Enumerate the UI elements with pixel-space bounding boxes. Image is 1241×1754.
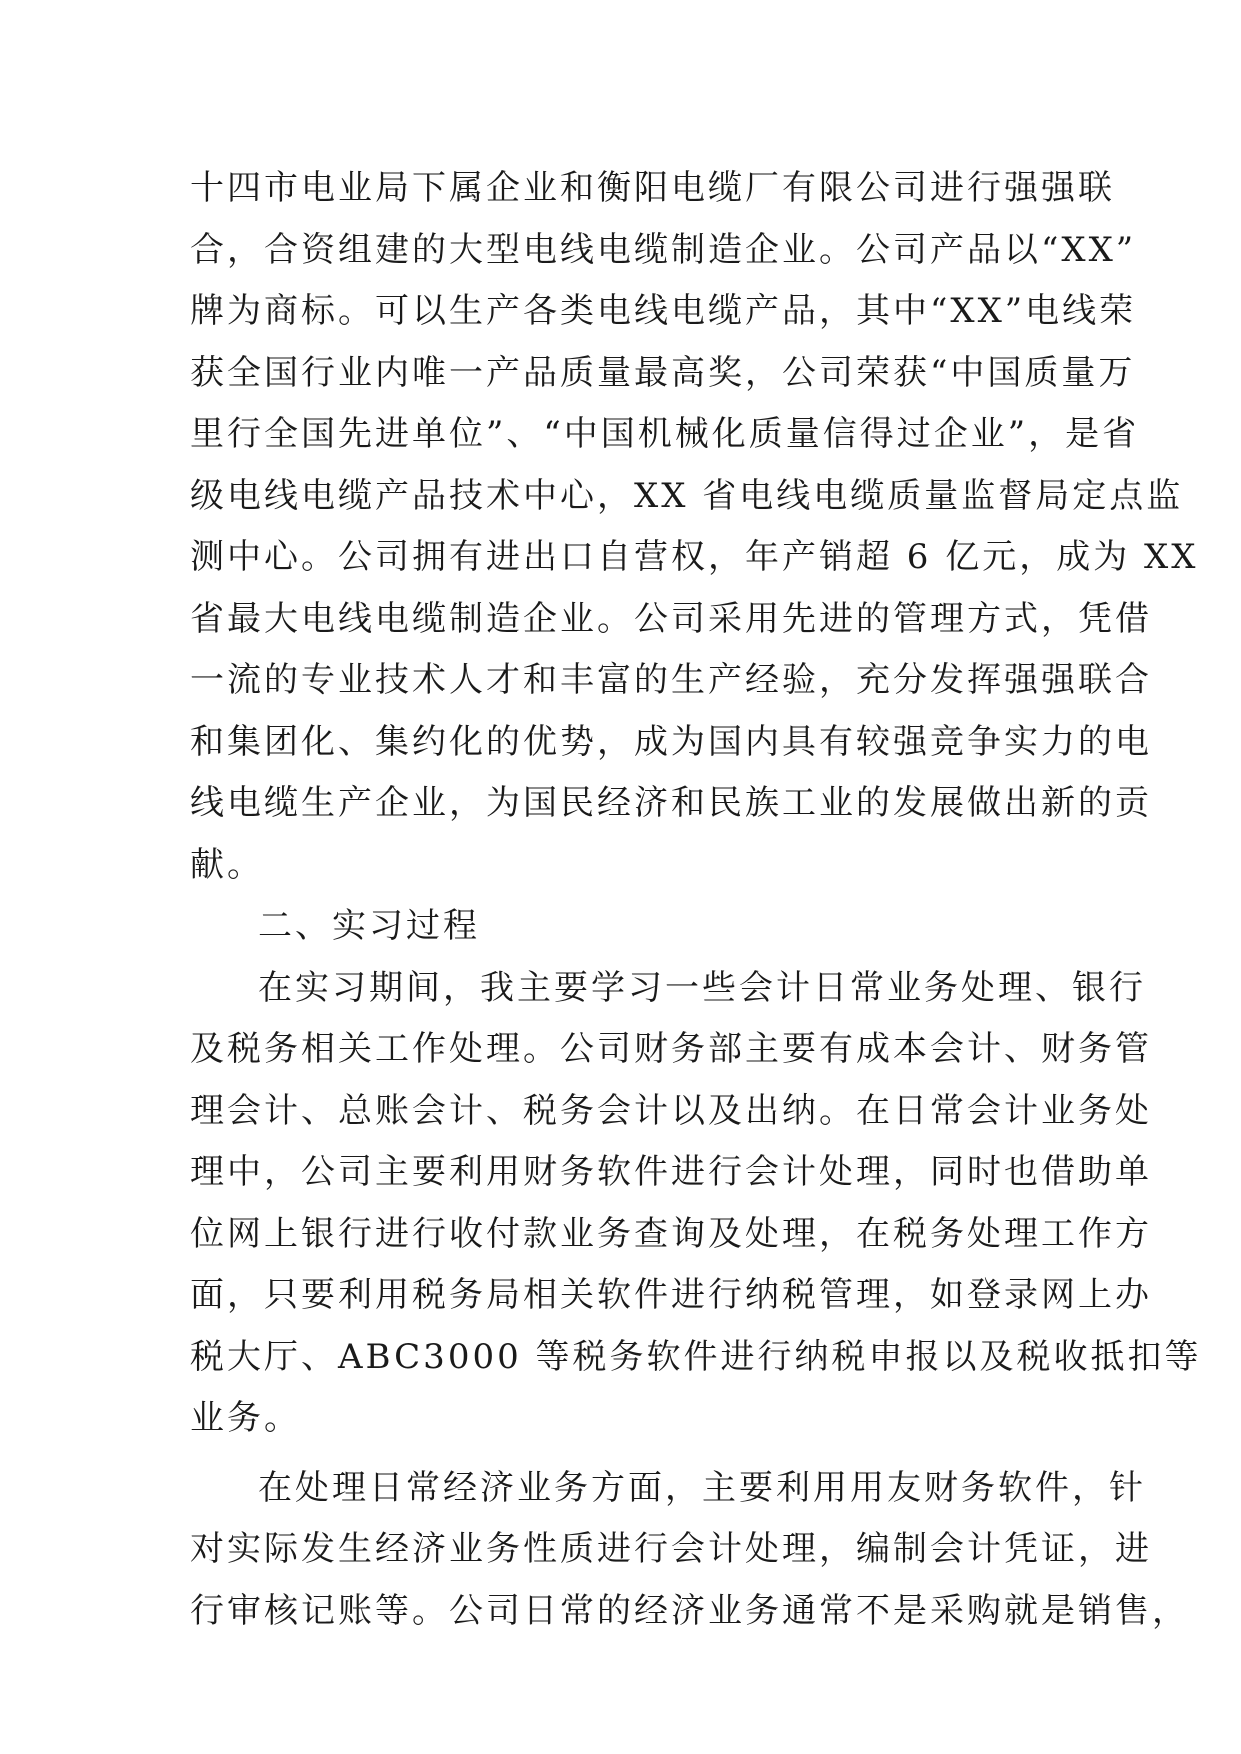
paragraph-2-line-3: 理会计、总账会计、税务会计以及出纳。在日常会计业务处 [190,1090,1152,1131]
paragraph-1-line-2: 合，合资组建的大型电线电缆制造企业。公司产品以“XX” [190,229,1137,270]
paragraph-2-line-2: 及税务相关工作处理。公司财务部主要有成本会计、财务管 [190,1029,1152,1069]
paragraph-1-line-8: 省最大电线电缆制造企业。公司采用先进的管理方式，凭借 [190,598,1152,639]
paragraph-2-line-4: 理中，公司主要利用财务软件进行会计处理，同时也借助单 [190,1152,1152,1192]
paragraph-1-line-5: 里行全国先进单位”、“中国机械化质量信得过企业”，是省 [190,414,1140,454]
paragraph-3-line-1: 在处理日常经济业务方面，主要利用用友财务软件，针 [258,1467,1146,1508]
section-heading: 二、实习过程 [258,906,480,946]
paragraph-1-line-4: 获全国行业内唯一产品质量最高奖，公司荣获“中国质量万 [190,352,1136,393]
paragraph-2-line-5: 位网上银行进行收付款业务查询及处理，在税务处理工作方 [190,1213,1152,1254]
paragraph-1-line-3: 牌为商标。可以生产各类电线电缆产品，其中“XX”电线荣 [190,291,1137,331]
paragraph-1-line-9: 一流的专业技术人才和丰富的生产经验，充分发挥强强联合 [190,660,1152,700]
paragraph-2-line-1: 在实习期间，我主要学习一些会计日常业务处理、银行 [258,967,1146,1008]
paragraph-1-line-12: 献。 [190,844,264,885]
paragraph-3-line-2: 对实际发生经济业务性质进行会计处理，编制会计凭证，进 [190,1529,1152,1569]
paragraph-2-line-8: 业务。 [190,1398,301,1438]
document-body [190,158,1202,1642]
paragraph-1-line-7: 测中心。公司拥有进出口自营权，年产销超 6 亿元，成为 XX [190,537,1199,577]
paragraph-3-line-3: 行审核记账等。公司日常的经济业务通常不是采购就是销售， [190,1590,1189,1631]
paragraph-2-line-7: 税大厅、ABC3000 等税务软件进行纳税申报以及税收抵扣等 [190,1336,1202,1377]
paragraph-1-line-1: 十四市电业局下属企业和衡阳电缆厂有限公司进行强强联 [190,168,1115,208]
paragraph-1-line-11: 线电缆生产企业，为国民经济和民族工业的发展做出新的贡 [190,783,1152,823]
paragraph-1-line-10: 和集团化、集约化的优势，成为国内具有较强竞争实力的电 [190,721,1152,762]
paragraph-2-line-6: 面，只要利用税务局相关软件进行纳税管理，如登录网上办 [190,1275,1152,1315]
paragraph-1-line-6: 级电线电缆产品技术中心，XX 省电线电缆质量监督局定点监 [190,475,1184,516]
